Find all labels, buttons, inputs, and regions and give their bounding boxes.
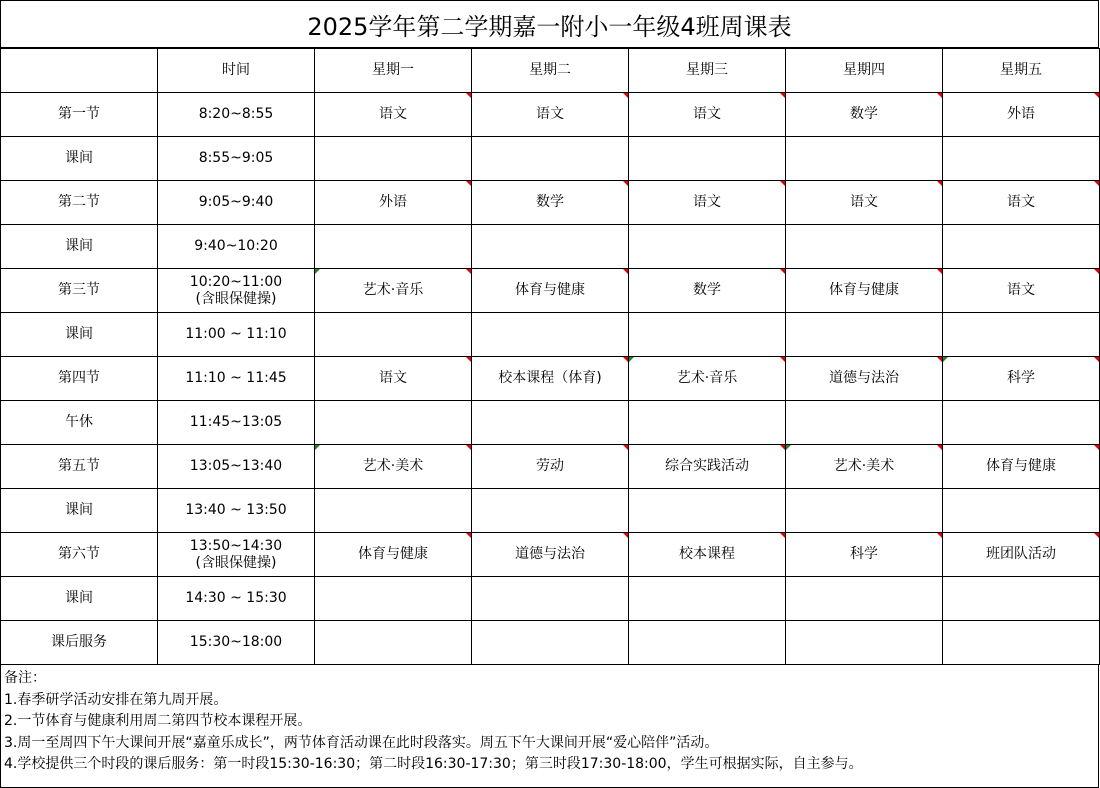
time-cell[interactable]: [158, 93, 315, 137]
timetable-row: [1, 225, 1100, 269]
period-label[interactable]: 第二节: [1, 181, 158, 225]
time-range: 15:30~18:00: [189, 634, 283, 650]
subject-cell[interactable]: [943, 577, 1100, 621]
period-label[interactable]: 第三节: [1, 269, 158, 313]
time-note: (含眼保健操): [195, 554, 277, 571]
subject-cell[interactable]: [629, 313, 786, 357]
time-range: 13:05~13:40: [189, 458, 283, 474]
time-cell[interactable]: [158, 621, 315, 665]
subject-cell[interactable]: [315, 489, 472, 533]
day-header-fri[interactable]: 星期五: [943, 49, 1100, 93]
subject-cell[interactable]: 体育与健康: [786, 269, 943, 313]
subject-cell[interactable]: [786, 137, 943, 181]
timetable-row: [1, 137, 1100, 181]
time-range: 8:55~9:05: [198, 150, 274, 166]
subject-cell[interactable]: 艺术·音乐: [315, 269, 472, 313]
time-range: 11:10 ~ 11:45: [185, 370, 287, 386]
day-header-thu[interactable]: 星期四: [786, 49, 943, 93]
timetable-row: [1, 577, 1100, 621]
time-range: 9:40~10:20: [194, 238, 278, 254]
period-label[interactable]: 第一节: [1, 93, 158, 137]
subject-cell[interactable]: 体育与健康: [315, 533, 472, 577]
subject-cell[interactable]: [943, 489, 1100, 533]
subject-cell[interactable]: 语文: [315, 93, 472, 137]
subject-cell[interactable]: [943, 225, 1100, 269]
time-cell[interactable]: [158, 577, 315, 621]
time-cell[interactable]: [158, 489, 315, 533]
subject-cell[interactable]: [943, 621, 1100, 665]
subject-cell[interactable]: [629, 401, 786, 445]
time-cell[interactable]: [158, 401, 315, 445]
subject-cell[interactable]: [943, 401, 1100, 445]
subject-cell[interactable]: 数学: [629, 269, 786, 313]
subject-cell[interactable]: 道德与法治: [472, 533, 629, 577]
time-range: 10:20~11:00: [189, 273, 283, 290]
subject-cell[interactable]: [472, 621, 629, 665]
subject-cell[interactable]: 语文: [943, 181, 1100, 225]
day-header-wed[interactable]: 星期三: [629, 49, 786, 93]
timetable-row: [1, 93, 1100, 137]
notes-section[interactable]: [0, 665, 1099, 788]
time-range: 11:45~13:05: [189, 414, 283, 430]
header-row: [1, 49, 1100, 93]
period-label[interactable]: 课间: [1, 137, 158, 181]
subject-cell[interactable]: [786, 313, 943, 357]
subject-cell[interactable]: 劳动: [472, 445, 629, 489]
corner-cell[interactable]: [1, 49, 158, 93]
time-cell[interactable]: [158, 533, 315, 577]
time-range: 8:20~8:55: [198, 106, 274, 122]
subject-cell[interactable]: 校本课程（体育): [472, 357, 629, 401]
note-line: 3.周一至周四下午大课间开展“嘉童乐成长”，两节体育活动课在此时段落实。周五下午大课间开展“爱心陪伴”活动。: [4, 734, 719, 751]
timetable-row: [1, 181, 1100, 225]
subject-cell[interactable]: [315, 621, 472, 665]
subject-cell[interactable]: 语文: [472, 93, 629, 137]
subject-cell[interactable]: 语文: [315, 357, 472, 401]
day-header-mon[interactable]: 星期一: [315, 49, 472, 93]
time-range: 13:50~14:30: [189, 537, 283, 554]
period-label[interactable]: 第五节: [1, 445, 158, 489]
subject-cell[interactable]: 数学: [472, 181, 629, 225]
time-cell[interactable]: [158, 225, 315, 269]
time-note: (含眼保健操): [195, 290, 277, 307]
subject-cell[interactable]: 校本课程: [629, 533, 786, 577]
subject-cell[interactable]: 语文: [629, 93, 786, 137]
subject-cell[interactable]: [629, 621, 786, 665]
subject-cell[interactable]: 体育与健康: [472, 269, 629, 313]
subject-cell[interactable]: [315, 137, 472, 181]
timetable-row: [1, 313, 1100, 357]
sheet-title: 2025学年第二学期嘉一附小一年级4班周课表: [0, 0, 1099, 48]
subject-cell[interactable]: [786, 621, 943, 665]
time-cell[interactable]: [158, 445, 315, 489]
subject-cell[interactable]: 班团队活动: [943, 533, 1100, 577]
subject-cell[interactable]: [786, 401, 943, 445]
subject-cell[interactable]: 数学: [786, 93, 943, 137]
subject-cell[interactable]: [472, 577, 629, 621]
subject-cell[interactable]: 外语: [315, 181, 472, 225]
note-line: 4.学校提供三个时段的课后服务：第一时段15:30-16:30；第二时段16:30-17:30；第三时段17:30-18:00，学生可根据实际，自主参与。: [4, 756, 863, 772]
time-cell[interactable]: [158, 137, 315, 181]
time-range: 14:30 ~ 15:30: [185, 590, 287, 606]
subject-cell[interactable]: 综合实践活动: [629, 445, 786, 489]
time-range: 9:05~9:40: [198, 194, 274, 210]
time-range: 13:40 ~ 13:50: [185, 502, 287, 518]
period-label[interactable]: 课间: [1, 313, 158, 357]
period-label[interactable]: 第四节: [1, 357, 158, 401]
time-cell[interactable]: [158, 357, 315, 401]
subject-cell[interactable]: 科学: [786, 533, 943, 577]
subject-cell[interactable]: 科学: [943, 357, 1100, 401]
timetable-row: [1, 489, 1100, 533]
subject-cell[interactable]: [786, 489, 943, 533]
time-header[interactable]: 时间: [158, 49, 315, 93]
time-range: 11:00 ~ 11:10: [185, 326, 287, 342]
subject-cell[interactable]: 道德与法治: [786, 357, 943, 401]
subject-cell[interactable]: 外语: [943, 93, 1100, 137]
subject-cell[interactable]: 语文: [629, 181, 786, 225]
subject-cell[interactable]: 体育与健康: [943, 445, 1100, 489]
subject-cell[interactable]: [472, 489, 629, 533]
notes-heading: 备注：: [4, 670, 46, 686]
subject-cell[interactable]: [786, 225, 943, 269]
time-cell[interactable]: [158, 313, 315, 357]
time-cell[interactable]: [158, 181, 315, 225]
note-line: 1.春季研学活动安排在第九周开展。: [4, 691, 228, 708]
period-label[interactable]: 课间: [1, 225, 158, 269]
timetable-row: [1, 533, 1100, 577]
subject-cell[interactable]: [472, 401, 629, 445]
subject-cell[interactable]: [943, 313, 1100, 357]
time-cell[interactable]: [158, 269, 315, 313]
subject-cell[interactable]: [629, 489, 786, 533]
subject-cell[interactable]: 艺术·美术: [315, 445, 472, 489]
timetable-row: [1, 357, 1100, 401]
subject-cell[interactable]: 艺术·美术: [786, 445, 943, 489]
subject-cell[interactable]: [472, 137, 629, 181]
subject-cell[interactable]: [315, 401, 472, 445]
timetable-row: [1, 621, 1100, 665]
subject-cell[interactable]: [943, 137, 1100, 181]
subject-cell[interactable]: [472, 225, 629, 269]
subject-cell[interactable]: [315, 313, 472, 357]
subject-cell[interactable]: [629, 137, 786, 181]
subject-cell[interactable]: [629, 225, 786, 269]
period-label[interactable]: 课后服务: [1, 621, 158, 665]
day-header-tue[interactable]: 星期二: [472, 49, 629, 93]
subject-cell[interactable]: [629, 577, 786, 621]
period-label[interactable]: 课间: [1, 489, 158, 533]
subject-cell[interactable]: [315, 577, 472, 621]
timetable-grid: [0, 48, 1100, 665]
period-label[interactable]: 课间: [1, 577, 158, 621]
timetable-row: [1, 401, 1100, 445]
timetable-row: [1, 269, 1100, 313]
subject-cell[interactable]: 语文: [786, 181, 943, 225]
subject-cell[interactable]: [786, 577, 943, 621]
subject-cell[interactable]: [315, 225, 472, 269]
period-label[interactable]: 午休: [1, 401, 158, 445]
subject-cell[interactable]: 艺术·音乐: [629, 357, 786, 401]
subject-cell[interactable]: [472, 313, 629, 357]
note-line: 2.一节体育与健康利用周二第四节校本课程开展。: [4, 713, 312, 729]
period-label[interactable]: 第六节: [1, 533, 158, 577]
subject-cell[interactable]: 语文: [943, 269, 1100, 313]
timetable-row: [1, 445, 1100, 489]
